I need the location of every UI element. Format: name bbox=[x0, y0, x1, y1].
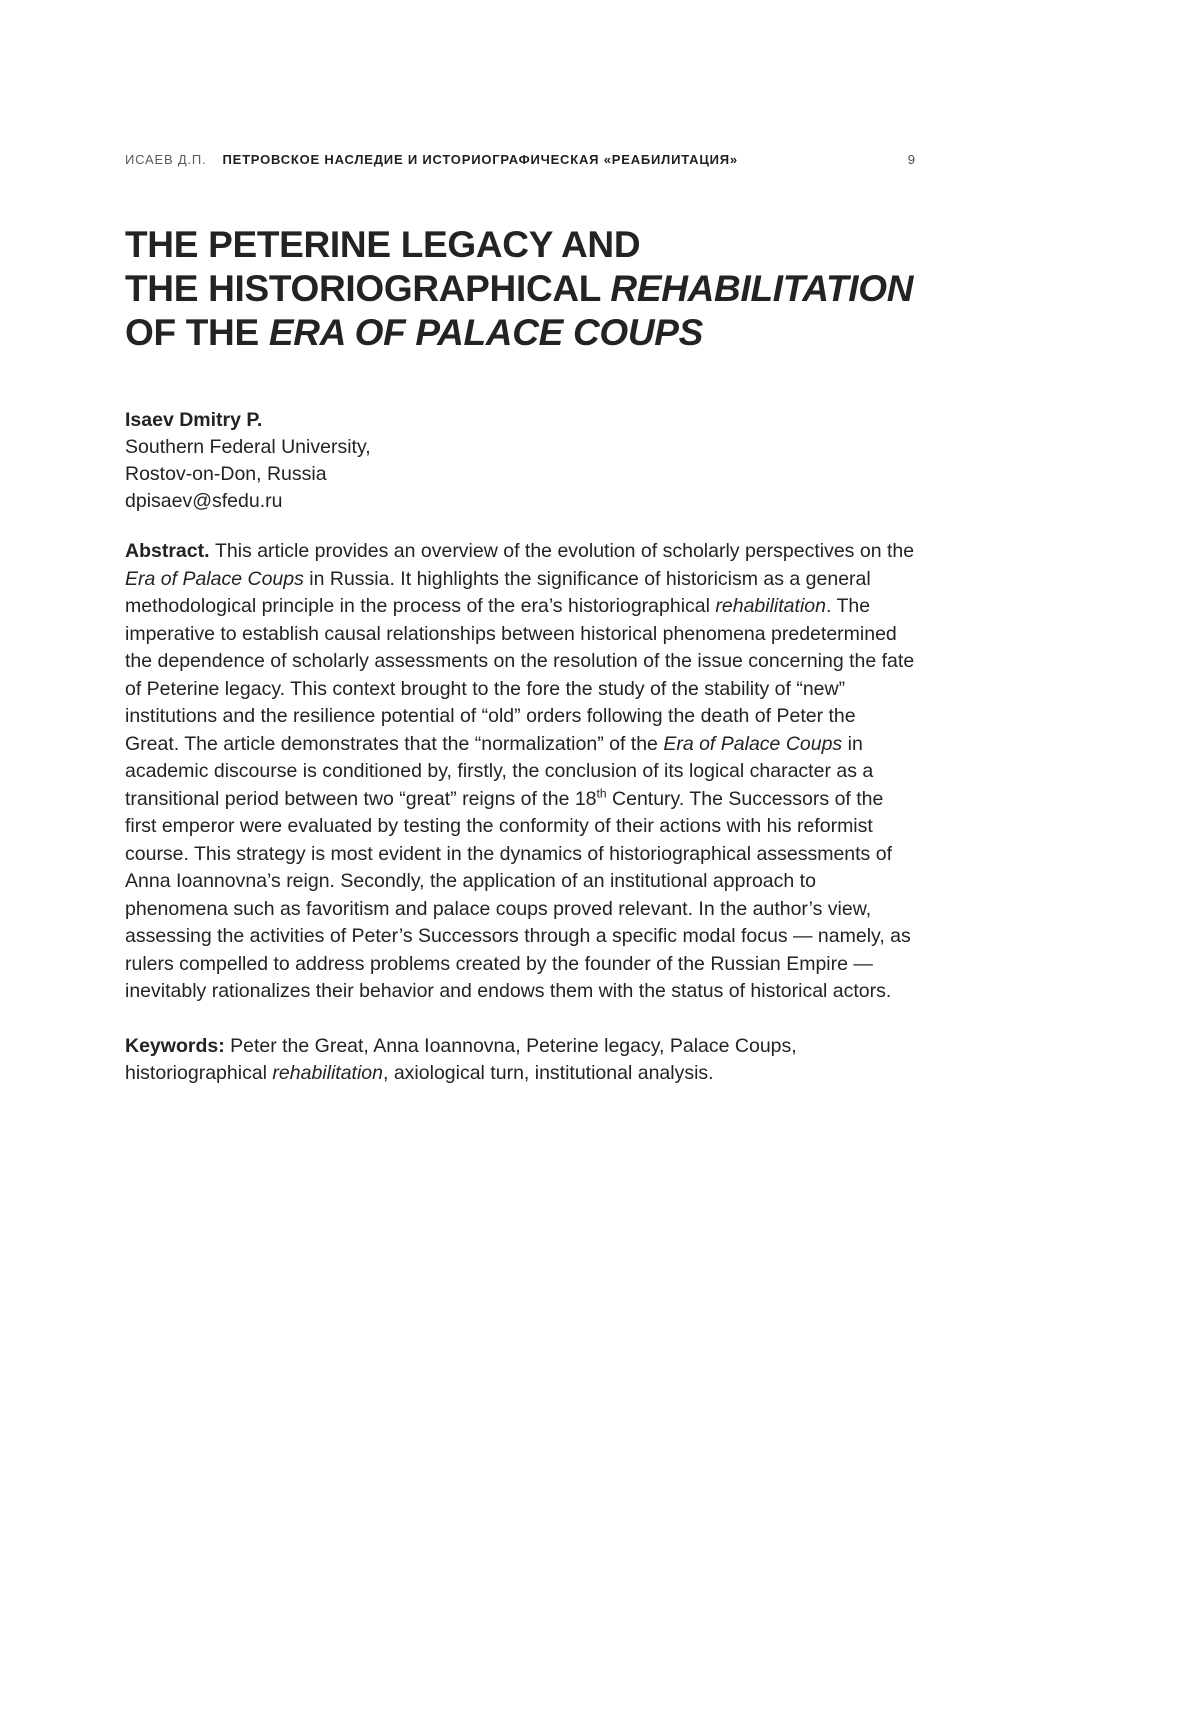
running-header-left bbox=[125, 152, 738, 168]
author-name: Isaev Dmitry P. bbox=[125, 409, 263, 431]
article-title-line-2: THE HISTORIOGRAPHICAL REHABILITATION bbox=[125, 268, 914, 309]
article-title-line-3: OF THE ERA OF PALACE COUPS bbox=[125, 312, 704, 353]
abstract-paragraph: Abstract. This article provides an overview of the evolution of scholarly perspectives on the Era of Palace Coups in Russia. It highlights the significance of historicism as a general methodological principle in the process of the era’s historiographical rehabilitation. The imperative to establish causal relationships between historical phenomena predetermined the dependence of scholarly assessments on the resolution of the issue concerning the fate of Peterine legacy. This context brought to the fore the study of the stability of “new” institutions and the resilience potential of “old” orders following the death of Peter the Great. The article demonstrates that the “normalization” of the Era of Palace Coups in academic discourse is conditioned by, firstly, the conclusion of its logical character as a transitional period between two “great” reigns of the 18th Century. The Successors of the first emperor were evaluated by testing the conformity of their actions with his reformist course. This strategy is most evident in the dynamics of historiographical assessments of Anna Ioannovna’s reign. Secondly, the application of an institutional approach to phenomena such as favoritism and palace coups proved relevant. In the author’s view, assessing the activities of Peter’s Successors through a specific modal focus — namely, as rulers compelled to address problems created by the founder of the Russian Empire — inevitably rationalizes their behavior and endows them with the status of historical actors. bbox=[125, 540, 915, 1002]
author-block bbox=[125, 407, 915, 515]
page-number: 9 bbox=[907, 152, 915, 167]
running-header bbox=[125, 152, 915, 168]
article-title bbox=[125, 223, 1200, 355]
keywords-paragraph: Keywords: Peter the Great, Anna Ioannovna, Peterine legacy, Palace Coups, historiographical rehabilitation, axiological turn, institutional analysis. bbox=[125, 1034, 797, 1084]
author-email: dpisaev@sfedu.ru bbox=[125, 490, 283, 512]
author-location: Rostov-on-Don, Russia bbox=[125, 463, 327, 485]
running-header-author: ИСАЕВ Д.П. bbox=[125, 152, 207, 167]
article-title-line-1: THE PETERINE LEGACY AND bbox=[125, 224, 641, 265]
running-header-title: ПЕТРОВСКОЕ НАСЛЕДИЕ И ИСТОРИОГРАФИЧЕСКАЯ «РЕАБИЛИТАЦИЯ» bbox=[222, 152, 738, 167]
author-affiliation: Southern Federal University, bbox=[125, 436, 371, 458]
